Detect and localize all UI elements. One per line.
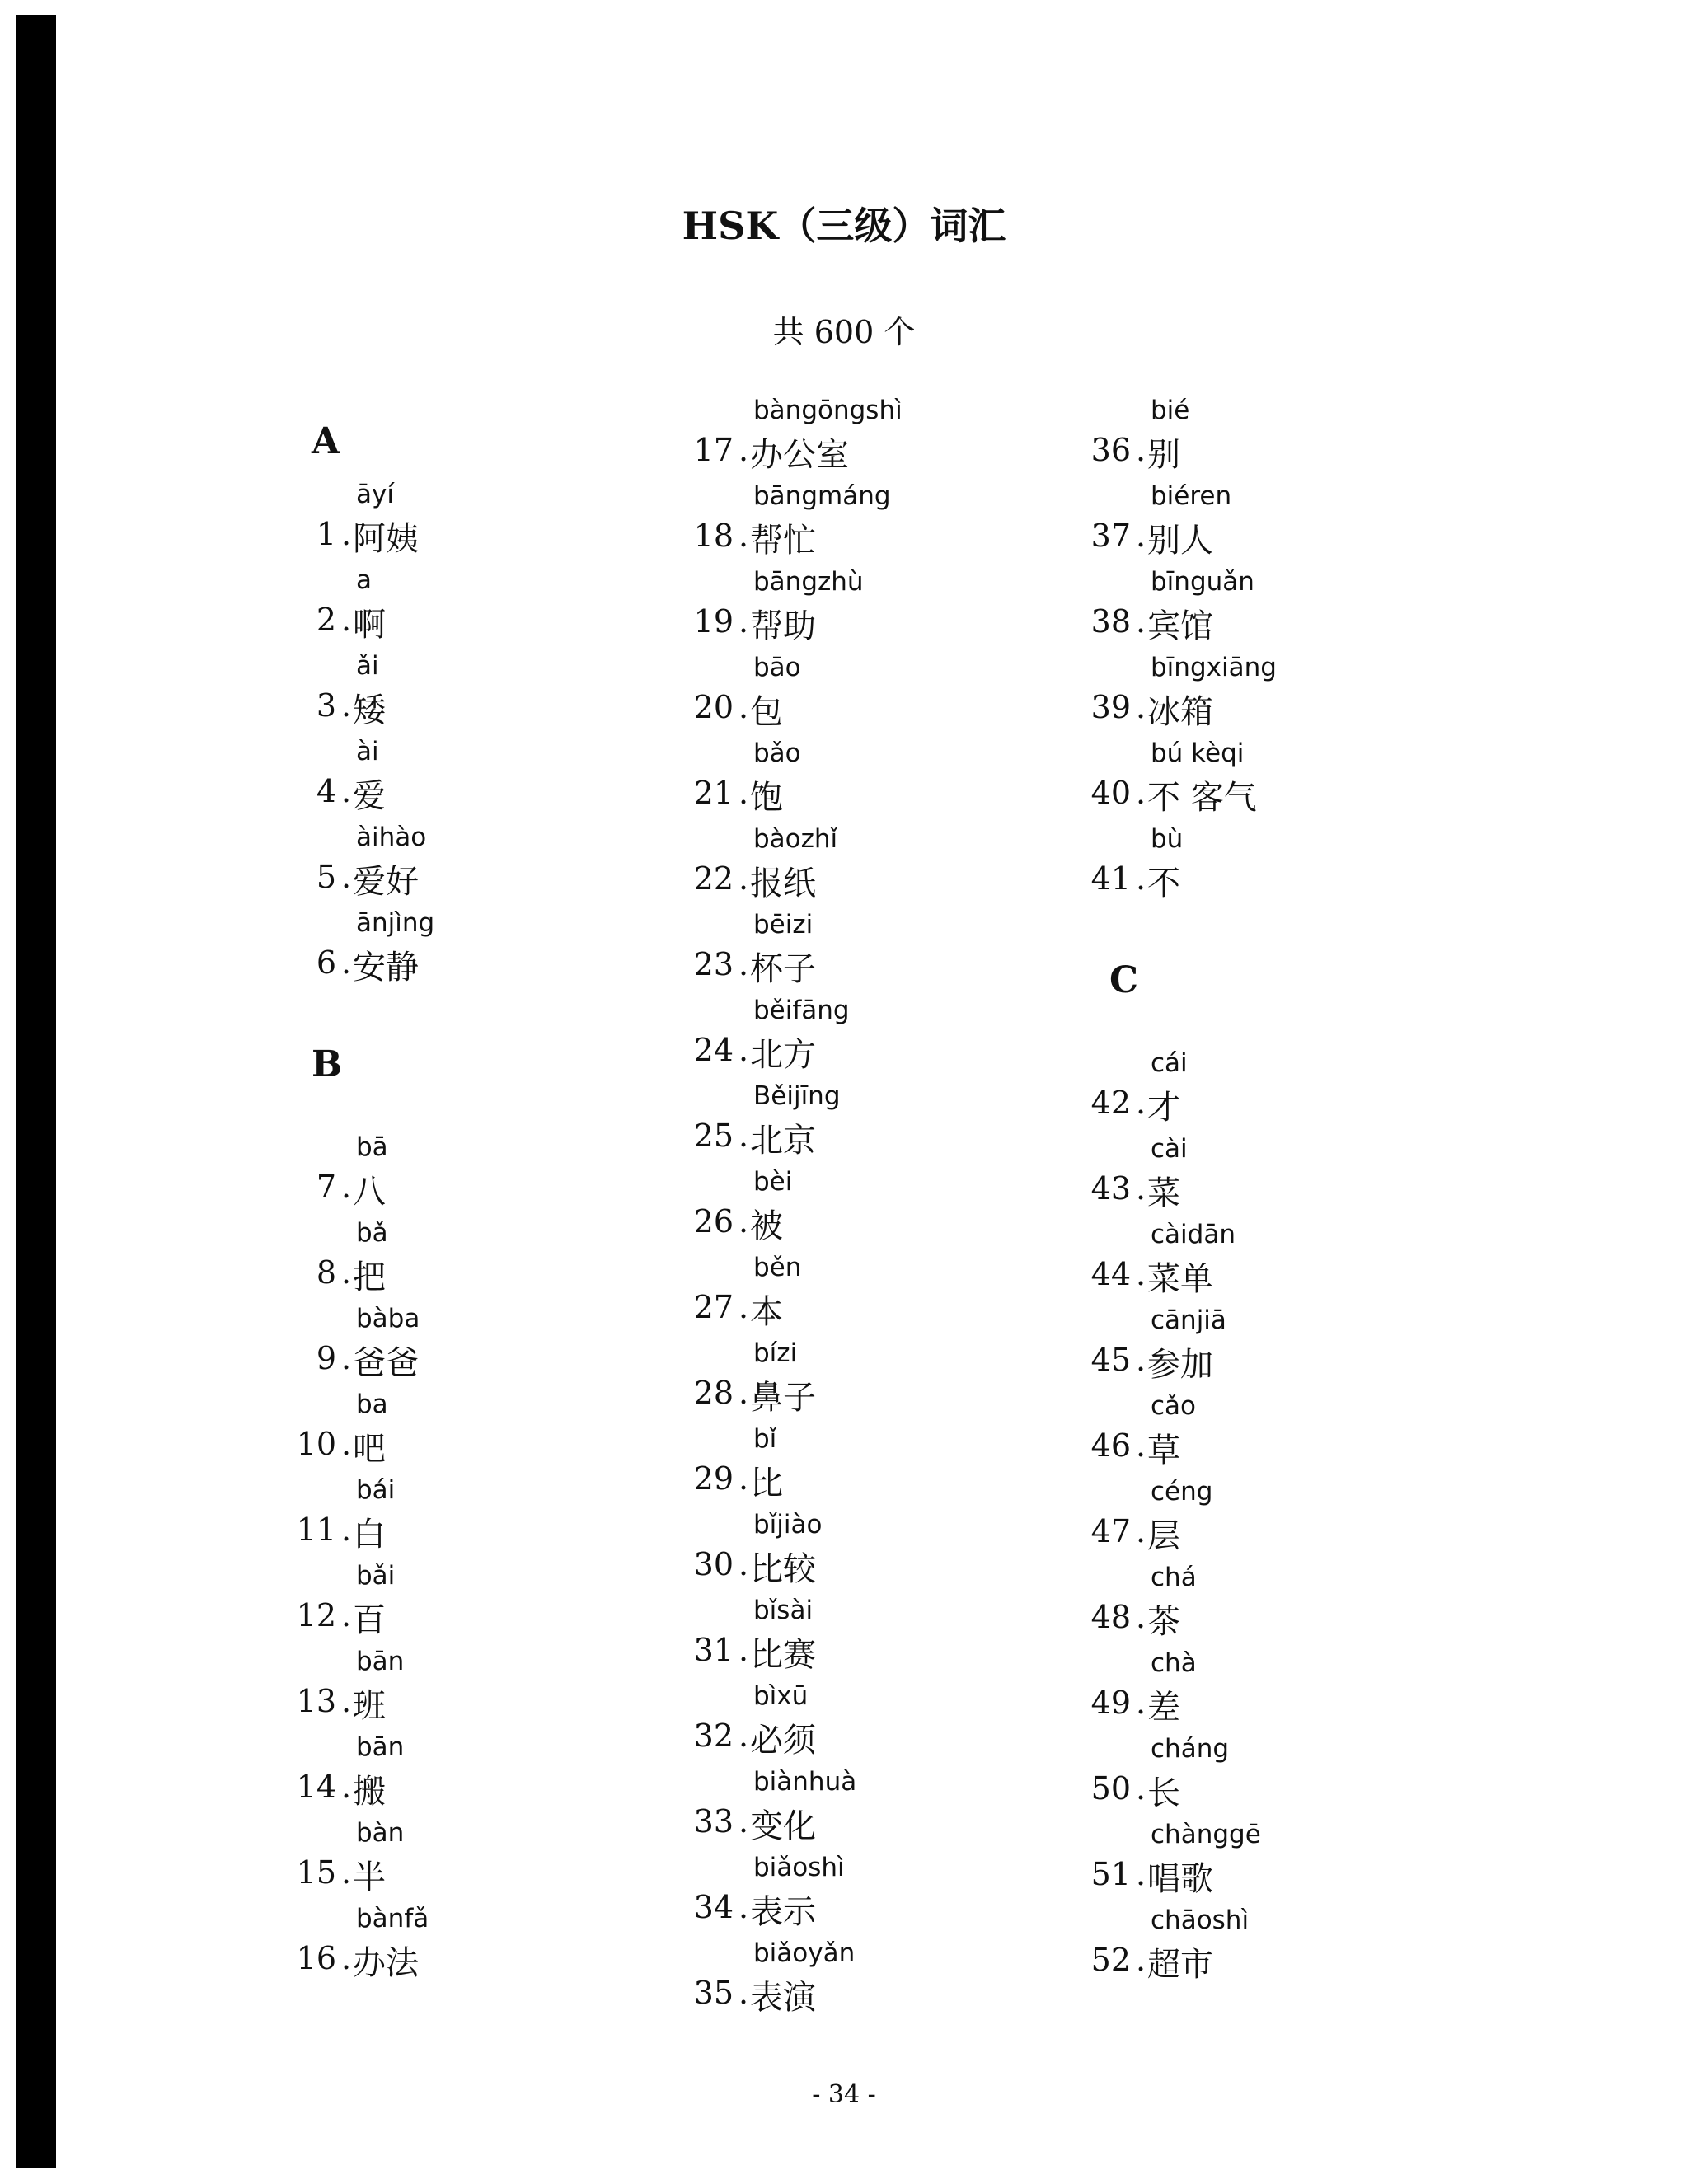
vocab-entry	[1075, 824, 1470, 902]
entry-number: 43	[1090, 1170, 1131, 1207]
entry-number: 36	[1090, 432, 1131, 468]
entry-number: 16	[296, 1940, 336, 1976]
number-dot: .	[738, 689, 749, 725]
hanzi: 办公室	[750, 436, 849, 474]
pinyin: bàozhǐ	[753, 824, 838, 854]
number-dot: .	[738, 775, 749, 811]
entry-number: 6	[316, 944, 336, 981]
number-dot: .	[341, 1769, 352, 1805]
number-dot: .	[738, 1460, 749, 1497]
vocab-entry	[1075, 1820, 1470, 1898]
pinyin: bēizi	[753, 910, 814, 940]
hanzi: 别	[1147, 436, 1180, 474]
entry-number: 8	[316, 1254, 336, 1291]
hanzi: 茶	[1147, 1603, 1180, 1641]
number-dot: .	[738, 1803, 749, 1840]
hanzi: 比赛	[750, 1636, 816, 1674]
number-dot: .	[341, 687, 352, 724]
pinyin: bìxū	[753, 1681, 809, 1711]
hanzi: 半	[353, 1858, 386, 1896]
entry-number: 19	[693, 603, 734, 640]
vocab-entry	[280, 651, 676, 729]
vocab-entry	[280, 1475, 676, 1554]
number-dot: .	[341, 859, 352, 895]
word-count: 共 600 个	[772, 314, 916, 350]
pinyin: cái	[1151, 1048, 1188, 1078]
hanzi: 鼻子	[750, 1379, 816, 1417]
pinyin: ānjìng	[356, 908, 435, 938]
vocab-entry	[280, 1390, 676, 1468]
vocab-entry	[678, 1338, 1073, 1417]
entry-number: 52	[1090, 1942, 1131, 1978]
number-dot: .	[738, 1889, 749, 1925]
entry-number: 40	[1090, 775, 1131, 811]
pinyin: bǎi	[356, 1561, 396, 1591]
entry-number: 30	[693, 1546, 734, 1582]
number-dot: .	[1136, 860, 1146, 897]
number-dot: .	[738, 1289, 749, 1325]
entry-number: 14	[296, 1769, 336, 1805]
entry-number: 42	[1090, 1085, 1131, 1121]
vocab-entry	[280, 1304, 676, 1382]
number-dot: .	[1136, 1599, 1146, 1635]
pinyin: bǎ	[356, 1218, 388, 1248]
entry-number: 24	[693, 1032, 734, 1068]
hanzi: 宾馆	[1147, 607, 1213, 645]
number-dot: .	[1136, 1770, 1146, 1807]
number-dot: .	[738, 1632, 749, 1668]
hanzi: 比	[750, 1465, 783, 1502]
number-dot: .	[1136, 1942, 1146, 1978]
hanzi: 冰箱	[1147, 693, 1213, 731]
hanzi: 长	[1147, 1774, 1180, 1812]
entry-number: 50	[1090, 1770, 1131, 1807]
pinyin: bàngōngshì	[753, 396, 903, 425]
number-dot: .	[1136, 1685, 1146, 1721]
entry-number: 51	[1090, 1856, 1131, 1892]
number-dot: .	[1136, 432, 1146, 468]
page-number: - 34 -	[812, 2080, 876, 2109]
pinyin: biéren	[1151, 481, 1232, 511]
entry-number: 47	[1090, 1513, 1131, 1549]
vocab-entry	[678, 1081, 1073, 1160]
vocab-entry	[1075, 396, 1470, 474]
pinyin: bāo	[753, 653, 801, 682]
vocab-entry	[678, 1253, 1073, 1331]
number-dot: .	[341, 1340, 352, 1376]
number-dot: .	[341, 1940, 352, 1976]
vocab-entry	[678, 996, 1073, 1074]
entry-number: 21	[693, 775, 734, 811]
entry-number: 33	[693, 1803, 734, 1840]
entry-number: 31	[693, 1632, 734, 1668]
pinyin: chà	[1151, 1648, 1197, 1678]
vocab-entry	[1075, 1391, 1470, 1469]
hanzi: 帮忙	[750, 522, 816, 560]
entry-number: 26	[693, 1203, 734, 1240]
vocab-entry	[280, 480, 676, 558]
entry-number: 2	[316, 602, 336, 638]
entry-number: 34	[693, 1889, 734, 1925]
vocab-entry	[678, 396, 1073, 474]
entry-number: 39	[1090, 689, 1131, 725]
vocab-entry	[1075, 481, 1470, 560]
entry-number: 27	[693, 1289, 734, 1325]
hanzi: 帮助	[750, 607, 816, 645]
pinyin: cháng	[1151, 1734, 1230, 1764]
pinyin: bànfǎ	[356, 1904, 429, 1933]
pinyin: bái	[356, 1475, 396, 1505]
hanzi: 不	[1147, 865, 1180, 902]
entry-number: 23	[693, 946, 734, 982]
vocab-entry	[280, 1818, 676, 1896]
pinyin: bǎo	[753, 738, 801, 768]
pinyin: biǎoyǎn	[753, 1938, 856, 1968]
entry-number: 3	[316, 687, 336, 724]
hanzi: 白	[353, 1516, 386, 1554]
section-letter: B	[312, 1043, 343, 1085]
hanzi: 饱	[750, 779, 783, 817]
entry-number: 13	[296, 1683, 336, 1719]
number-dot: .	[738, 432, 749, 468]
number-dot: .	[341, 1683, 352, 1719]
entry-number: 1	[316, 516, 336, 552]
number-dot: .	[341, 944, 352, 981]
hanzi: 才	[1147, 1089, 1180, 1127]
hanzi: 别人	[1147, 522, 1213, 560]
vocab-entry	[1075, 653, 1470, 731]
vocab-entry	[678, 1853, 1073, 1931]
hanzi: 草	[1147, 1432, 1180, 1469]
number-dot: .	[738, 860, 749, 897]
hanzi: 阿姨	[353, 520, 419, 558]
pinyin: cài	[1151, 1134, 1188, 1164]
pinyin: bǐjiào	[753, 1510, 823, 1540]
section-letter: A	[312, 420, 340, 462]
number-dot: .	[738, 603, 749, 640]
hanzi: 杯子	[750, 950, 816, 988]
vocab-entry	[678, 653, 1073, 731]
entry-number: 22	[693, 860, 734, 897]
number-dot: .	[341, 1854, 352, 1891]
number-dot: .	[738, 1375, 749, 1411]
hanzi: 不 客气	[1147, 779, 1257, 817]
number-dot: .	[341, 1511, 352, 1548]
number-dot: .	[738, 946, 749, 982]
number-dot: .	[341, 1597, 352, 1633]
vocab-entry	[1075, 1220, 1470, 1298]
number-dot: .	[341, 1426, 352, 1462]
vocab-entry	[1075, 1305, 1470, 1384]
pinyin: cǎo	[1151, 1391, 1197, 1421]
pinyin: āyí	[356, 480, 394, 509]
pinyin: biànhuà	[753, 1767, 857, 1797]
hanzi: 唱歌	[1147, 1860, 1213, 1898]
vocab-entry	[678, 1167, 1073, 1245]
number-dot: .	[1136, 1427, 1146, 1464]
hanzi: 办法	[353, 1944, 419, 1982]
hanzi: 把	[353, 1258, 386, 1296]
number-dot: .	[1136, 689, 1146, 725]
vocab-entry	[678, 1596, 1073, 1674]
vocab-entry	[678, 1510, 1073, 1588]
entry-number: 10	[296, 1426, 336, 1462]
vocab-entry	[1075, 1563, 1470, 1641]
vocab-entry	[1075, 1734, 1470, 1812]
hanzi: 报纸	[750, 865, 816, 902]
pinyin: chànggē	[1151, 1820, 1261, 1849]
entry-number: 17	[693, 432, 734, 468]
entry-number: 29	[693, 1460, 734, 1497]
number-dot: .	[738, 1118, 749, 1154]
vocab-entry	[280, 1904, 676, 1982]
number-dot: .	[341, 1254, 352, 1291]
vocab-entry	[280, 823, 676, 901]
pinyin: bàn	[356, 1818, 405, 1848]
number-dot: .	[1136, 1085, 1146, 1121]
vocab-entry	[280, 737, 676, 815]
pinyin: bízi	[753, 1338, 798, 1368]
hanzi: 表演	[750, 1979, 816, 2017]
vocab-entry	[678, 1424, 1073, 1502]
vocab-entry	[280, 1647, 676, 1725]
hanzi: 班	[353, 1687, 386, 1725]
pinyin: a	[356, 565, 372, 595]
pinyin: bèi	[753, 1167, 793, 1197]
number-dot: .	[738, 1546, 749, 1582]
vocab-entry	[1075, 1905, 1470, 1984]
pinyin: cānjiā	[1151, 1305, 1226, 1335]
pinyin: bàba	[356, 1304, 420, 1333]
entry-number: 38	[1090, 603, 1131, 640]
hanzi: 变化	[750, 1807, 816, 1845]
pinyin: bǐ	[753, 1424, 777, 1454]
hanzi: 层	[1147, 1517, 1180, 1555]
entry-number: 9	[316, 1340, 336, 1376]
vocab-entry	[678, 1681, 1073, 1760]
vocab-entry	[678, 1938, 1073, 2017]
hanzi: 必须	[750, 1722, 816, 1760]
vocab-entry	[678, 1767, 1073, 1845]
hanzi: 爱	[353, 777, 386, 815]
hanzi: 包	[750, 693, 783, 731]
pinyin: chāoshì	[1151, 1905, 1250, 1935]
pinyin: běn	[753, 1253, 802, 1282]
pinyin: běifāng	[753, 996, 850, 1025]
number-dot: .	[1136, 775, 1146, 811]
vocab-entry	[280, 1132, 676, 1211]
vocab-entry	[678, 910, 1073, 988]
vocab-entry	[280, 908, 676, 987]
pinyin: bā	[356, 1132, 388, 1162]
number-dot: .	[1136, 1342, 1146, 1378]
number-dot: .	[1136, 603, 1146, 640]
entry-number: 44	[1090, 1256, 1131, 1292]
vocab-entry	[280, 1732, 676, 1811]
entry-number: 20	[693, 689, 734, 725]
entry-number: 15	[296, 1854, 336, 1891]
hanzi: 安静	[353, 949, 419, 987]
vocab-entry	[1075, 738, 1470, 817]
number-dot: .	[341, 516, 352, 552]
pinyin: bāngzhù	[753, 567, 864, 597]
entry-number: 46	[1090, 1427, 1131, 1464]
hanzi: 啊	[353, 606, 386, 644]
vocab-entry	[1075, 1648, 1470, 1727]
pinyin: bān	[356, 1732, 405, 1762]
pinyin: càidān	[1151, 1220, 1236, 1249]
hanzi: 爱好	[353, 863, 419, 901]
vocab-entry	[280, 1561, 676, 1639]
number-dot: .	[341, 773, 352, 809]
vocab-entry	[1075, 1048, 1470, 1127]
pinyin: bú kèqi	[1151, 738, 1245, 768]
pinyin: bīngxiāng	[1151, 653, 1277, 682]
number-dot: .	[738, 1718, 749, 1754]
entry-number: 18	[693, 518, 734, 554]
pinyin: àihào	[356, 823, 427, 852]
entry-number: 48	[1090, 1599, 1131, 1635]
pinyin: chá	[1151, 1563, 1197, 1592]
entry-number: 28	[693, 1375, 734, 1411]
page-title: HSK（三级）词汇	[682, 204, 1006, 248]
hanzi: 比较	[750, 1550, 816, 1588]
vocab-entry	[280, 565, 676, 644]
hanzi: 吧	[353, 1430, 386, 1468]
hanzi: 菜	[1147, 1174, 1180, 1212]
number-dot: .	[341, 1169, 352, 1205]
hanzi: 参加	[1147, 1346, 1213, 1384]
vocab-entry	[1075, 567, 1470, 645]
pinyin: bié	[1151, 396, 1190, 425]
hanzi: 超市	[1147, 1946, 1213, 1984]
number-dot: .	[738, 1032, 749, 1068]
entry-number: 5	[316, 859, 336, 895]
pinyin: bīnguǎn	[1151, 567, 1254, 597]
number-dot: .	[1136, 1513, 1146, 1549]
number-dot: .	[341, 602, 352, 638]
pinyin: céng	[1151, 1477, 1213, 1507]
hanzi: 本	[750, 1293, 783, 1331]
entry-number: 11	[296, 1511, 336, 1548]
entry-number: 49	[1090, 1685, 1131, 1721]
entry-number: 7	[316, 1169, 336, 1205]
hanzi: 搬	[353, 1773, 386, 1811]
pinyin: Běijīng	[753, 1081, 841, 1111]
vocab-entry	[1075, 1477, 1470, 1555]
entry-number: 41	[1090, 860, 1131, 897]
pinyin: bù	[1151, 824, 1184, 854]
number-dot: .	[1136, 1256, 1146, 1292]
hanzi: 北京	[750, 1122, 816, 1160]
vocab-entry	[280, 1218, 676, 1296]
entry-number: 37	[1090, 518, 1131, 554]
hanzi: 八	[353, 1173, 386, 1211]
number-dot: .	[738, 518, 749, 554]
pinyin: biǎoshì	[753, 1853, 845, 1882]
number-dot: .	[1136, 1170, 1146, 1207]
hanzi: 差	[1147, 1689, 1180, 1727]
hanzi: 北方	[750, 1036, 816, 1074]
vocab-entry	[678, 738, 1073, 817]
vocab-entry	[1075, 1134, 1470, 1212]
vocab-entry	[678, 567, 1073, 645]
entry-number: 25	[693, 1118, 734, 1154]
section-letter: C	[1109, 959, 1139, 1001]
number-dot: .	[738, 1975, 749, 2011]
hanzi: 矮	[353, 691, 386, 729]
number-dot: .	[1136, 518, 1146, 554]
pinyin: bǐsài	[753, 1596, 814, 1625]
number-dot: .	[1136, 1856, 1146, 1892]
pinyin: bān	[356, 1647, 405, 1676]
hanzi: 被	[750, 1207, 783, 1245]
hanzi: 百	[353, 1601, 386, 1639]
entry-number: 4	[316, 773, 336, 809]
entry-number: 12	[296, 1597, 336, 1633]
pinyin: ǎi	[356, 651, 379, 681]
vocab-entry	[678, 824, 1073, 902]
pinyin: ài	[356, 737, 379, 766]
hanzi: 爸爸	[353, 1344, 419, 1382]
hanzi: 菜单	[1147, 1260, 1213, 1298]
pinyin: bāngmáng	[753, 481, 891, 511]
vocab-entry	[678, 481, 1073, 560]
entry-number: 35	[693, 1975, 734, 2011]
pinyin: ba	[356, 1390, 388, 1419]
entry-number: 32	[693, 1718, 734, 1754]
entry-number: 45	[1090, 1342, 1131, 1378]
hanzi: 表示	[750, 1893, 816, 1931]
number-dot: .	[738, 1203, 749, 1240]
